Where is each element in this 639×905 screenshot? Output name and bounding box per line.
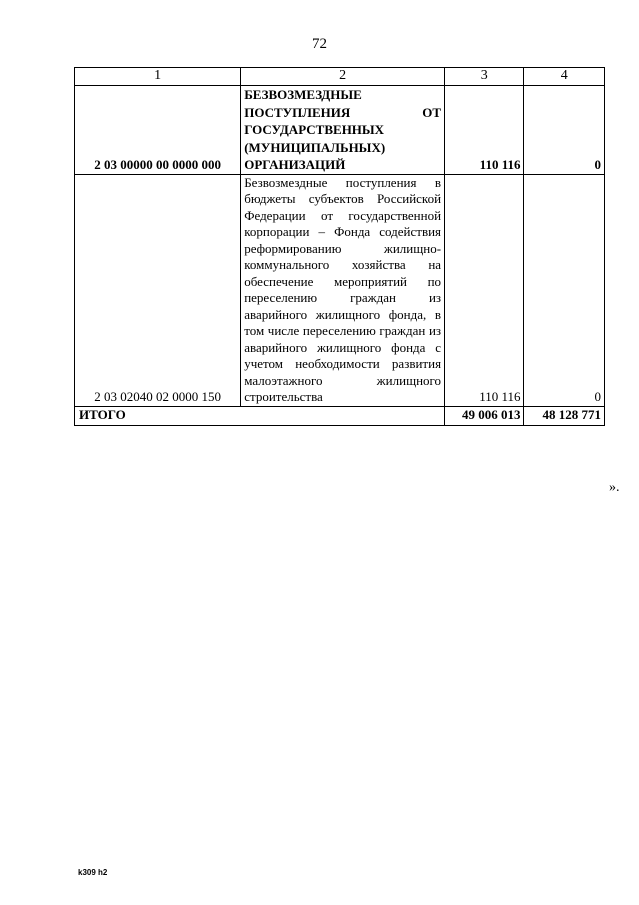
column-header-3: 3 bbox=[445, 68, 524, 86]
total-value-4: 48 128 771 bbox=[524, 406, 605, 425]
table-row bbox=[75, 86, 605, 175]
column-header-2: 2 bbox=[241, 68, 445, 86]
row-value-3: 110 116 bbox=[445, 174, 524, 406]
row-code: 2 03 02040 02 0000 150 bbox=[75, 174, 241, 406]
row-description: БЕЗВОЗМЕЗДНЫЕ ПОСТУПЛЕНИЯ ОТ ГОСУДАРСТВЕННЫХ (МУНИЦИПАЛЬНЫХ) ОРГАНИЗАЦИЙ bbox=[241, 86, 445, 175]
table-row bbox=[75, 174, 605, 406]
footer-code: k309 h2 bbox=[78, 868, 108, 877]
row-value-4: 0 bbox=[524, 174, 605, 406]
column-header-1: 1 bbox=[75, 68, 241, 86]
column-header-4: 4 bbox=[524, 68, 605, 86]
total-value-3: 49 006 013 bbox=[445, 406, 524, 425]
closing-quote: ». bbox=[609, 480, 620, 495]
page-number: 72 bbox=[312, 36, 327, 52]
row-description: Безвозмездные поступления в бюджеты субъектов Российской Федерации от государственной корпорации – Фонда содействия реформированию жилищно-коммунального хозяйства на обеспечение мероприятий по переселению граждан из аварийного жилищного фонда, в том числе переселению граждан из аварийного жилищного фонда с учетом необходимости развития малоэтажного жилищного строительства bbox=[241, 174, 445, 406]
row-value-4: 0 bbox=[524, 86, 605, 175]
row-code: 2 03 00000 00 0000 000 bbox=[75, 86, 241, 175]
total-row bbox=[75, 406, 605, 425]
row-value-3: 110 116 bbox=[445, 86, 524, 175]
total-label: ИТОГО bbox=[75, 406, 445, 425]
budget-table bbox=[74, 67, 605, 426]
table-header-row bbox=[75, 68, 605, 86]
